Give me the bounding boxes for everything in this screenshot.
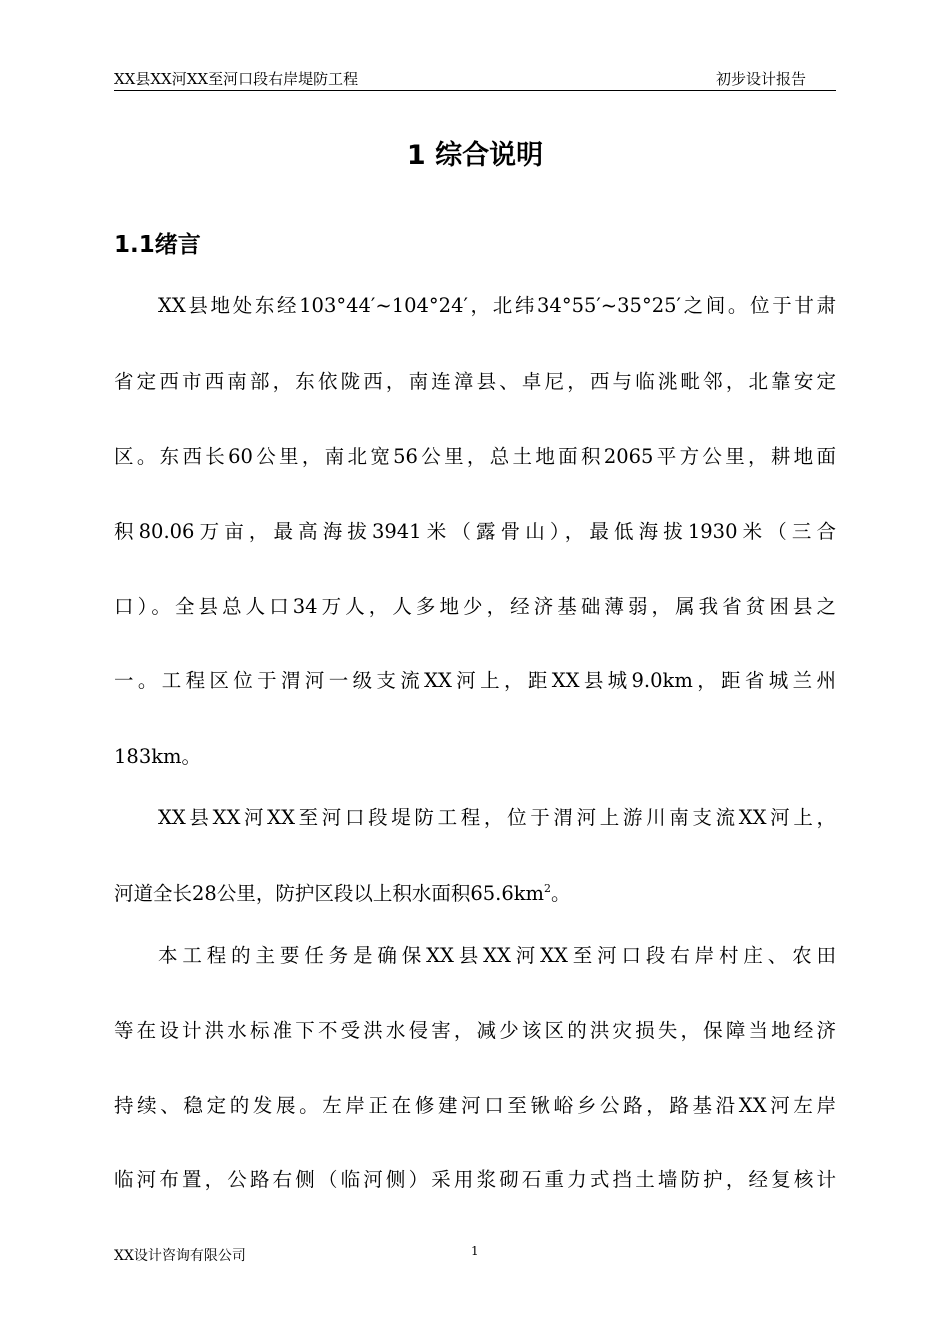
paragraph-line: 区。东西长60公里，南北宽56公里，总土地面积2065平方公里，耕地面	[114, 445, 836, 468]
paragraph-line: 一。工程区位于渭河一级支流XX河上，距XX县城9.0km，距省城兰州	[114, 669, 836, 692]
paragraph-text: 。	[551, 882, 571, 905]
paragraph-line: XX县XX河XX至河口段堤防工程，位于渭河上游川南支流XX河上，	[158, 806, 836, 829]
header-project-title: XX县XX河XX至河口段右岸堤防工程	[114, 70, 359, 88]
paragraph-line: 本工程的主要任务是确保XX县XX河XX至河口段右岸村庄、农田	[158, 944, 836, 967]
page-number: 1	[471, 1244, 479, 1258]
paragraph-line: 持续、稳定的发展。左岸正在修建河口至锹峪乡公路，路基沿XX河左岸	[114, 1094, 836, 1117]
footer-company: XX设计咨询有限公司	[114, 1248, 246, 1264]
paragraph-line: 省定西市西南部，东依陇西，南连漳县、卓尼，西与临洮毗邻，北靠安定	[114, 370, 836, 393]
paragraph-line: 等在设计洪水标准下不受洪水侵害，减少该区的洪灾损失，保障当地经济	[114, 1019, 836, 1042]
chapter-title: 1 综合说明	[406, 140, 544, 171]
page-header	[114, 66, 836, 91]
paragraph-line: XX县地处东经103°44′~104°24′，北纬34°55′~35°25′之间。位于甘肃	[158, 294, 836, 317]
paragraph-line: 183km。	[114, 745, 202, 768]
header-report-type: 初步设计报告	[715, 70, 806, 88]
superscript: 2	[544, 882, 552, 895]
paragraph-text: 河道全长28公里，防护区段以上积水面积65.6km	[114, 882, 545, 905]
paragraph-line: 临河布置，公路右侧（临河侧）采用浆砌石重力式挡土墙防护，经复核计	[114, 1168, 836, 1191]
section-title: 1.1绪言	[114, 232, 201, 258]
paragraph-line: 积80.06万亩，最高海拔3941米（露骨山），最低海拔1930米（三合	[114, 520, 836, 543]
paragraph-line	[114, 880, 836, 908]
paragraph-line: 口）。全县总人口34万人，人多地少，经济基础薄弱，属我省贫困县之	[114, 595, 836, 618]
